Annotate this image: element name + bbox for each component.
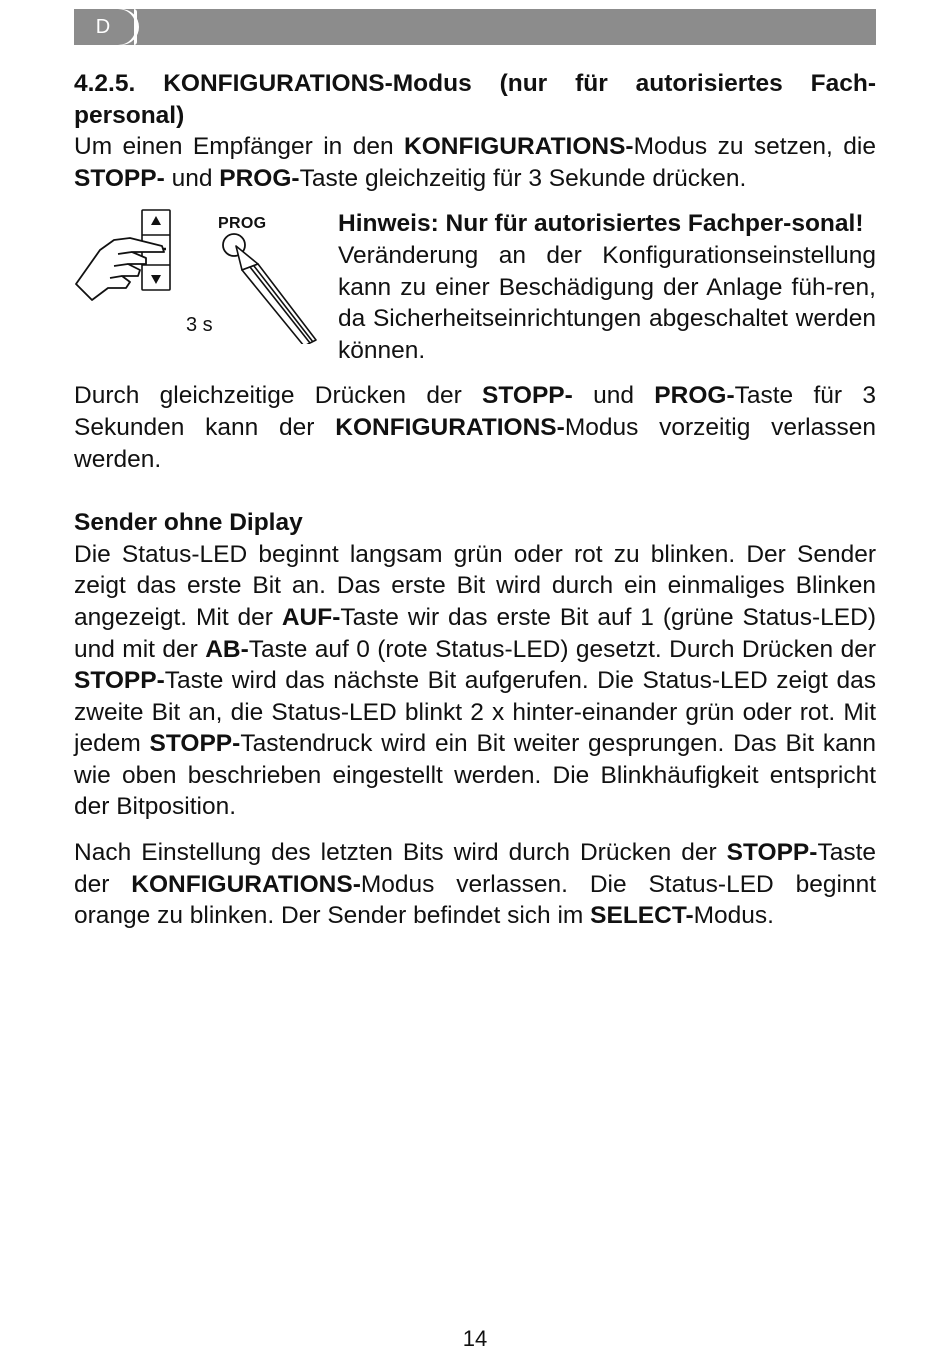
language-label: D — [95, 16, 111, 38]
section-heading: 4.2.5. KONFIGURATIONS-Modus (nur für autorisiertes Fach-personal) — [74, 70, 876, 129]
button-press-illustration — [74, 208, 338, 344]
intro-bold-3: PROG- — [219, 164, 300, 192]
intro-bold-2: STOPP- — [74, 164, 165, 192]
intro-text-4: Taste gleichzeitig für 3 Sekunde drücken. — [299, 164, 747, 192]
exit-text-3: Taste für 3 Sekunden kann der — [74, 382, 876, 441]
intro-text-2: Modus zu setzen, die — [633, 133, 876, 161]
sender-text-5: Tastendruck wird ein Bit weiter gesprungen. Das Bit kann wie oben beschrieben eingestellt werden. Die Blinkhäufigkeit entspricht der Bitposition. — [74, 730, 876, 821]
intro-text-1: Um einen Empfänger in den — [74, 133, 405, 161]
final-text-3: Modus verlassen. Die Status-LED beginnt orange zu blinken. Der Sender befindet sich im — [74, 870, 877, 930]
page-number: 14 — [462, 1326, 488, 1351]
intro-bold-1: KONFIGURATIONS- — [404, 133, 634, 161]
intro-text-3: und — [164, 164, 220, 192]
sender-text-2: Taste wir das erste Bit auf 1 (grüne Status-LED) und mit der — [74, 603, 876, 663]
exit-text-2: und — [572, 382, 655, 410]
sender-text-4: Taste wird das nächste Bit aufgerufen. Die Status-LED zeigt das zweite Bit an, die Status-LED blinkt 2 x hinter-einander grün oder rot. Mit jedem — [74, 667, 876, 758]
final-bold-3: SELECT- — [590, 902, 694, 930]
exit-bold-3: KONFIGURATIONS- — [335, 413, 565, 441]
final-bold-1: STOPP- — [726, 839, 818, 867]
exit-bold-2: PROG- — [654, 382, 735, 410]
prog-label: PROG — [218, 215, 267, 233]
final-text-4: Modus. — [693, 902, 774, 930]
exit-bold-1: STOPP- — [482, 382, 573, 410]
language-tab-separator — [134, 9, 137, 45]
sender-heading: Sender ohne Diplay — [74, 509, 303, 537]
intro-paragraph — [74, 131, 876, 194]
page-content — [74, 68, 876, 932]
header-bar — [74, 9, 876, 45]
note-body: Veränderung an der Konfigurationseinstellung kann zu einer Beschädigung der Anlage füh-ren, da Sicherheitseinrichtungen abgeschaltet werden können. — [338, 241, 876, 364]
sender-bold-2: AB- — [205, 635, 249, 663]
pen-icon — [236, 246, 316, 344]
sender-text-1: Die Status-LED beginnt langsam grün oder rot zu blinken. Der Sender zeigt das erste Bit an. Das erste Bit wird durch ein einmaliges Blinken angezeigt. Mit der — [74, 540, 876, 631]
sender-paragraph — [74, 539, 876, 823]
figure-row — [74, 208, 876, 366]
sender-bold-4: STOPP- — [149, 730, 241, 758]
final-text-2: Taste der — [74, 839, 876, 898]
exit-paragraph — [74, 380, 876, 475]
sender-bold-1: AUF- — [281, 603, 341, 631]
final-text-1: Nach Einstellung des letzten Bits wird durch Drücken der — [74, 839, 727, 867]
note-title: Hinweis: Nur für autorisiertes Fachper-sonal! — [338, 210, 864, 238]
exit-text-4: Modus vorzeitig verlassen werden. — [74, 413, 877, 473]
note-box — [338, 208, 876, 366]
final-bold-2: KONFIGURATIONS- — [131, 870, 361, 898]
exit-text-1: Durch gleichzeitige Drücken der — [74, 382, 483, 410]
final-paragraph — [74, 837, 876, 932]
sender-bold-3: STOPP- — [74, 667, 165, 695]
sender-text-3: Taste auf 0 (rote Status-LED) gesetzt. Durch Drücken der — [248, 635, 876, 663]
duration-label: 3 s — [186, 314, 213, 337]
